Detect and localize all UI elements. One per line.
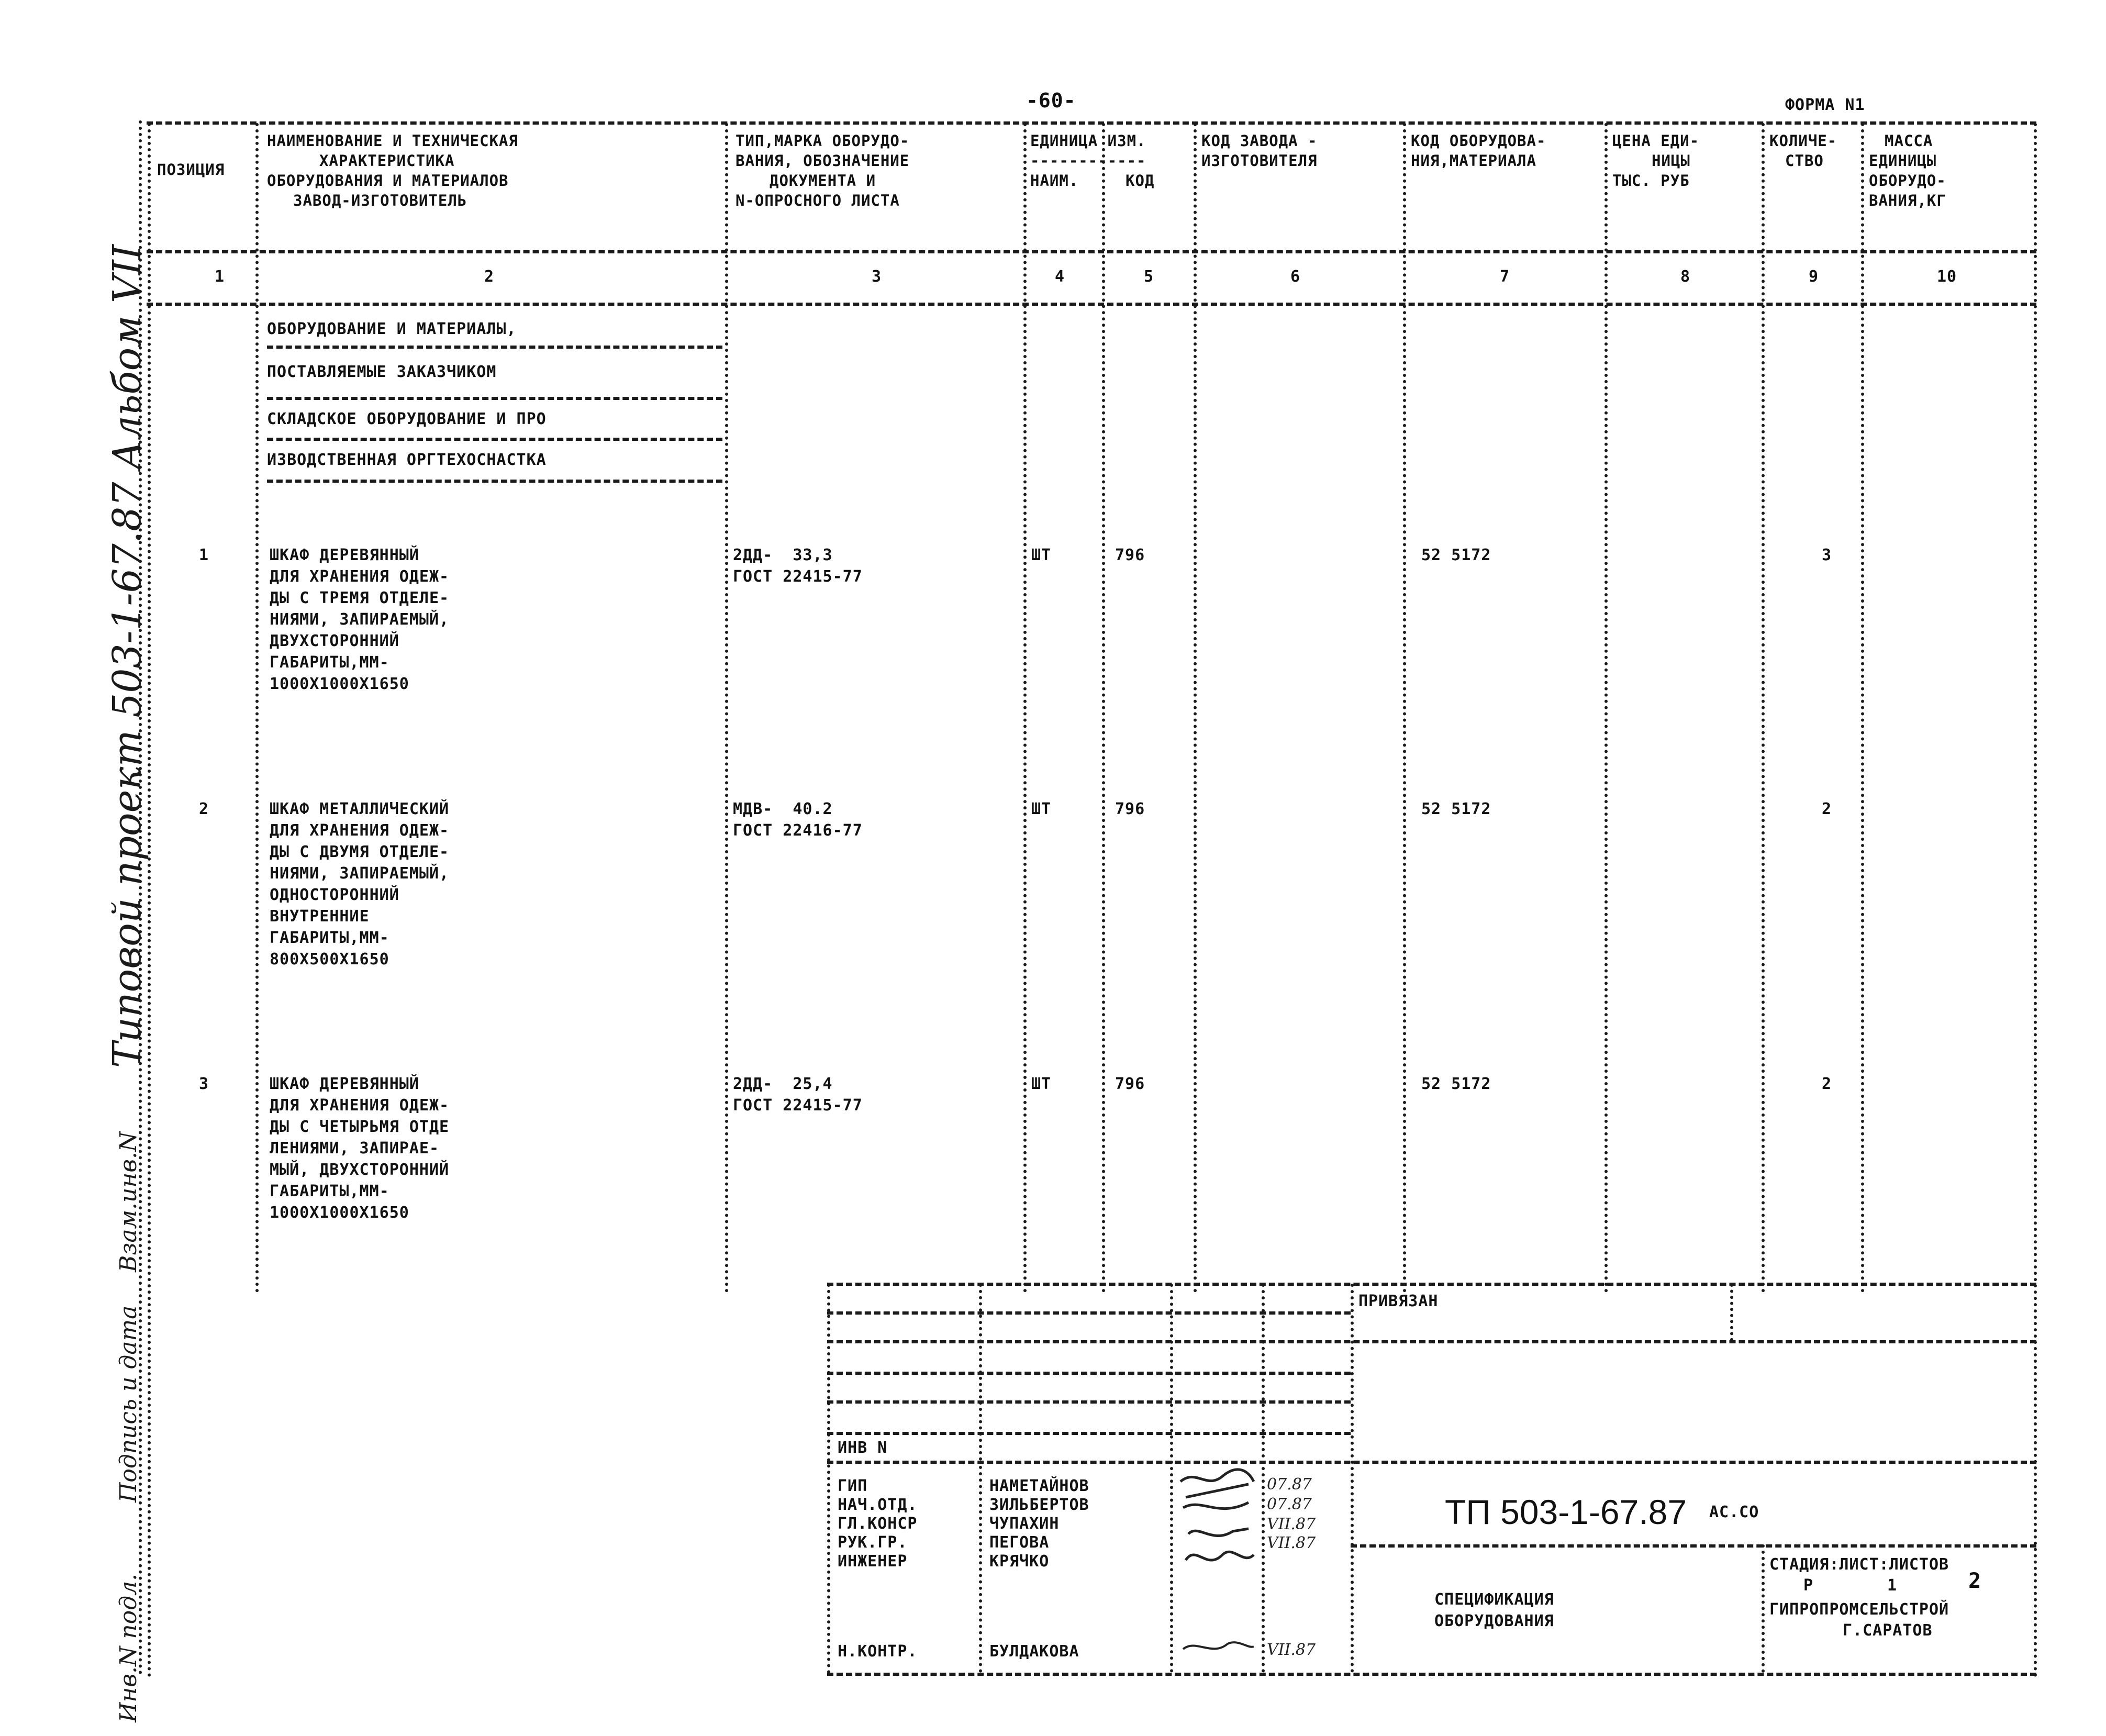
item1-quantity: 3 [1822,546,1832,564]
item2-name-line: ДЫ С ДВУМЯ ОТДЕЛЕ- [270,843,450,861]
form-number: ФОРМА N1 [1785,96,1865,114]
item3-name-line: 1000X1000X1650 [270,1204,409,1222]
header-col45-dash: ------------ [1030,152,1146,170]
col-sep-7 [1604,123,1608,1293]
role-gl-konstr: ГЛ.КОНСР [838,1515,918,1533]
header-col10-line3: ОБОРУДО- [1869,172,1946,190]
item3-name-line: ДЛЯ ХРАНЕНИЯ ОДЕЖ- [270,1096,450,1115]
item2-name-line: 800X500X1650 [270,950,389,969]
role-n-kontr: Н.КОНТР. [838,1642,918,1661]
item3-quantity: 2 [1822,1075,1832,1093]
colnum-8: 8 [1680,268,1691,286]
header-col7-line2: НИЯ,МАТЕРИАЛА [1411,152,1536,170]
header-col10-line4: ВАНИЯ,КГ [1869,192,1946,209]
item3-unit: ШТ [1031,1075,1052,1093]
item3-name-line: ДЫ С ЧЕТЫРЬМЯ ОТДЕ [270,1118,450,1136]
stamp-rule [827,1400,1351,1404]
header-col4: НАИМ. [1030,172,1079,190]
col-sep-8 [1762,123,1765,1293]
privyazan-label: ПРИВЯЗАН [1358,1292,1439,1310]
col-sep-2 [725,123,728,1293]
date-n-kontr: VII.87 [1267,1641,1316,1659]
stamp-left-border [827,1284,830,1674]
header-col6-line1: КОД ЗАВОДА - [1201,132,1318,150]
header-col7-line1: КОД ОБОРУДОВА- [1411,132,1546,150]
organization-city: Г.САРАТОВ [1843,1621,1933,1640]
organization-name: ГИПРОПРОМСЕЛЬСТРОЙ [1769,1600,1949,1619]
stage-header: СТАДИЯ:ЛИСТ:ЛИСТОВ [1769,1555,1949,1574]
item3-gost: ГОСТ 22415-77 [733,1096,863,1115]
section-heading-1: ОБОРУДОВАНИЕ И МАТЕРИАЛЫ, [267,320,517,338]
item1-name-line: ДЛЯ ХРАНЕНИЯ ОДЕЖ- [270,567,450,586]
item3-position: 3 [199,1075,209,1093]
section-heading-3: СКЛАДСКОЕ ОБОРУДОВАНИЕ И ПРО [267,410,547,428]
name-ruk-gr: ПЕГОВА [989,1533,1050,1552]
sheets-total-value: 2 [1968,1569,1982,1593]
item1-name-line: 1000X1000X1650 [270,675,409,693]
name-gl-konstr: ЧУПАХИН [989,1515,1060,1533]
header-col10-line2: ЕДИНИЦЫ [1869,152,1937,170]
colnum-7: 7 [1500,268,1510,286]
item1-type: 2ДД- 33,3 [733,546,833,564]
section-rule-2 [267,397,722,400]
colnum-bottom-rule [147,303,2036,306]
item1-name-line: ДВУХСТОРОННИЙ [270,632,399,650]
signatures [1175,1466,1259,1670]
colnum-4: 4 [1055,268,1065,286]
item3-name-line: ЛЕНИЯМИ, ЗАПИРАЕ- [270,1139,440,1158]
podpis-data-label: Подпись и дата [115,1305,142,1503]
stamp-sep [979,1466,982,1673]
section-rule-4 [267,480,722,483]
item1-name-line: ДЫ С ТРЕМЯ ОТДЕЛЕ- [270,589,450,607]
table-left-border [148,123,151,1678]
table-top-rule [147,121,2036,125]
item2-equip-code: 52 5172 [1421,800,1491,818]
col-sep-9 [1861,123,1864,1293]
colnum-2: 2 [484,268,495,286]
item2-name-line: ДЛЯ ХРАНЕНИЯ ОДЕЖ- [270,821,450,840]
item2-name-line: ШКАФ МЕТАЛЛИЧЕСКИЙ [270,800,450,818]
item3-type: 2ДД- 25,4 [733,1075,833,1093]
item1-name-line: ГАБАРИТЫ,ММ- [270,653,389,672]
page-number: -60- [1026,89,1076,112]
col-sep-5 [1194,123,1197,1293]
col-sep-1 [255,123,259,1293]
header-col6-line2: ИЗГОТОВИТЕЛЯ [1201,152,1318,170]
name-gip: НАМЕТАЙНОВ [989,1477,1089,1495]
colnum-6: 6 [1290,268,1301,286]
item1-name-line: НИЯМИ, ЗАПИРАЕМЫЙ, [270,610,450,629]
colnum-9: 9 [1809,268,1819,286]
item2-position: 2 [199,800,209,818]
section-heading-4: ИЗВОДСТВЕННАЯ ОРГТЕХОСНАСТКА [267,451,547,469]
header-col9-line2: СТВО [1785,152,1824,170]
stamp-top-rule [827,1283,2036,1286]
table-right-border [2034,123,2037,1678]
item1-gost: ГОСТ 22415-77 [733,567,863,586]
stamp-sep [1351,1284,1354,1673]
item2-name-line: ОДНОСТОРОННИЙ [270,886,399,904]
header-col2-line4: ЗАВОД-ИЗГОТОВИТЕЛЬ [293,192,467,209]
item3-name-line: МЫЙ, ДВУХСТОРОННИЙ [270,1161,450,1179]
inv-podl-label: Инв.N подл. [115,1573,142,1722]
stamp-sep [1170,1284,1173,1673]
role-inzhener: ИНЖЕНЕР [838,1552,908,1571]
header-col45: ЕДИНИЦА ИЗМ. [1030,132,1146,150]
item1-equip-code: 52 5172 [1421,546,1491,564]
header-col3-line3: ДОКУМЕНТА И [770,172,876,190]
header-col3-line4: N-ОПРОСНОГО ЛИСТА [736,192,900,209]
header-col2-line2: ХАРАКТЕРИСТИКА [319,152,455,170]
stamp-sep [979,1284,982,1461]
stamp-rule [827,1340,2036,1343]
date-gl-konstr: VII.87 [1267,1515,1316,1533]
colnum-10: 10 [1937,268,1957,286]
section-rule-3 [267,438,722,441]
item2-unit-code: 796 [1115,800,1145,818]
stage-value: Р [1803,1576,1814,1595]
item2-type: МДВ- 40.2 [733,800,833,818]
stamp-sep [1762,1544,1765,1673]
name-nach-otd: ЗИЛЬБЕРТОВ [989,1496,1089,1514]
inv-n-label: ИНВ N [838,1439,888,1457]
document-code-suffix: АС.СО [1709,1503,1759,1521]
item2-name-line: НИЯМИ, ЗАПИРАЕМЫЙ, [270,864,450,883]
header-col10-line1: МАССА [1885,132,1933,150]
stamp-bottom-rule [827,1673,2036,1676]
item1-unit: ШТ [1031,546,1052,564]
section-heading-2: ПОСТАВЛЯЕМЫЕ ЗАКАЗЧИКОМ [267,363,497,381]
doc-title-line2: ОБОРУДОВАНИЯ [1434,1612,1554,1630]
role-ruk-gr: РУК.ГР. [838,1533,908,1552]
header-col2-line3: ОБОРУДОВАНИЯ И МАТЕРИАЛОВ [267,172,509,190]
item2-name-line: ГАБАРИТЫ,ММ- [270,929,389,947]
header-col8-line1: ЦЕНА ЕДИ- [1612,132,1700,150]
item3-unit-code: 796 [1115,1075,1145,1093]
stamp-rule [827,1432,1351,1435]
header-col8-line3: ТЫС. РУБ [1612,172,1690,190]
stamp-sep [1262,1284,1265,1673]
doc-title-line1: СПЕЦИФИКАЦИЯ [1434,1590,1554,1609]
item2-gost: ГОСТ 22416-77 [733,821,863,840]
header-bottom-rule [147,250,2036,253]
document-code: ТП 503-1-67.87 [1445,1493,1687,1531]
header-col9-line1: КОЛИЧЕ- [1769,132,1837,150]
header-col5: КОД [1126,172,1155,190]
item3-name-line: ШКАФ ДЕРЕВЯННЫЙ [270,1075,419,1093]
colnum-5: 5 [1144,268,1154,286]
item2-quantity: 2 [1822,800,1832,818]
name-inzhener: КРЯЧКО [989,1552,1050,1571]
header-col3-line1: ТИП,МАРКА ОБОРУДО- [736,132,910,150]
header-col8-line2: НИЦЫ [1652,152,1690,170]
header-col2-line1: НАИМЕНОВАНИЕ И ТЕХНИЧЕСКАЯ [267,132,518,150]
item2-unit: ШТ [1031,800,1052,818]
item1-unit-code: 796 [1115,546,1145,564]
colnum-1: 1 [215,268,225,286]
margin-border [139,120,142,1675]
item3-equip-code: 52 5172 [1421,1075,1491,1093]
col-sep-3 [1023,123,1027,1293]
date-ruk-gr: VII.87 [1267,1534,1316,1552]
item2-name-line: ВНУТРЕННИЕ [270,907,370,926]
vzam-inv-label: Взам.инв.N [115,1131,142,1272]
header-col3-line2: ВАНИЯ, ОБОЗНАЧЕНИЕ [736,152,910,170]
stamp-rule [827,1372,1351,1375]
col-sep-6 [1403,123,1406,1293]
role-nach-otd: НАЧ.ОТД. [838,1496,918,1514]
colnum-3: 3 [872,268,882,286]
stamp-rule [1351,1544,2036,1548]
section-rule-1 [267,346,722,349]
item3-name-line: ГАБАРИТЫ,ММ- [270,1182,389,1200]
date-gip: 07.87 [1267,1475,1312,1494]
sheet-value: 1 [1887,1576,1898,1595]
stamp-rule [827,1311,1351,1315]
name-n-kontr: БУЛДАКОВА [989,1642,1079,1661]
stamp-rule [827,1461,2036,1464]
item1-position: 1 [199,546,209,564]
item1-name-line: ШКАФ ДЕРЕВЯННЫЙ [270,546,419,564]
header-col1: ПОЗИЦИЯ [157,161,225,179]
project-side-label: Типовой проект 503-1-67.87 Альбом VII [105,244,150,1068]
date-nach-otd: 07.87 [1267,1495,1312,1514]
role-gip: ГИП [838,1477,868,1495]
col-sep-4 [1102,123,1105,1293]
stamp-sep [1730,1284,1733,1341]
